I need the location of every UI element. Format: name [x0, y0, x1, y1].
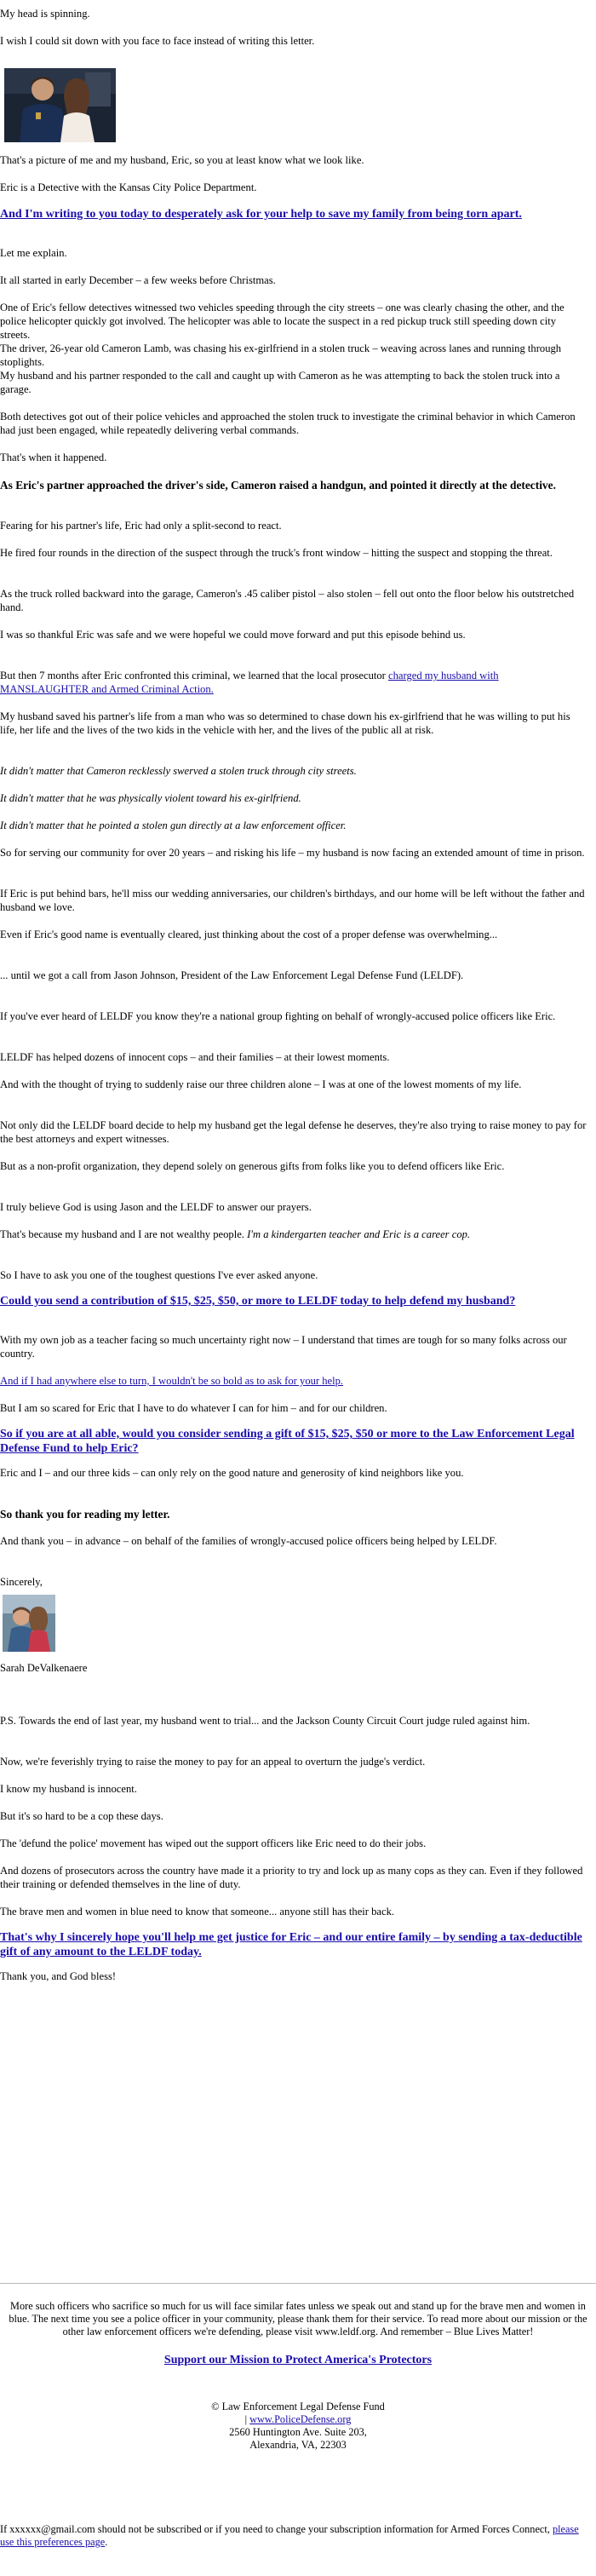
gift-ask-link[interactable]: So if you are at all able, would you consider sending a gift of $15, $25, $50 or more to the Law Enforcement Legal Defense Fund to help Eric? [0, 1428, 575, 1455]
wealthy-italic: I'm a kindergarten teacher and Eric is a career cop. [247, 1228, 471, 1240]
hard-line: But it's so hard to be a cop these days. [0, 1810, 163, 1822]
footer-street: 2560 Huntington Ave. Suite 203, [229, 2426, 367, 2438]
cleared-paragraph: Even if Eric's good name is eventually cleared, just thinking about the cost of a proper defense was overwhelming... [0, 929, 498, 940]
wish-line: I wish I could sit down with you face to face instead of writing this letter. [0, 35, 315, 47]
kids-paragraph: Eric and I – and our three kids – can only rely on the good nature and generosity of kind neighbors like you. [0, 1467, 464, 1479]
unsubscribe-text: If xxxxxx@gmail.com should not be subscribed or if you need to change your subscription information for Armed Forces Connect, [0, 2523, 553, 2535]
heard-paragraph: If you've ever heard of LELDF you know they're a national group fighting on behalf of wrongly-accused police officers like Eric. [0, 1010, 556, 1022]
ps-paragraph: P.S. Towards the end of last year, my husband went to trial... and the Jackson County Circuit Court judge ruled against him. [0, 1715, 530, 1727]
plea-link[interactable]: And I'm writing to you today to desperately ask for your help to save my family from being torn apart. [0, 208, 522, 221]
innocent-line: I know my husband is innocent. [0, 1783, 137, 1795]
god-line: I truly believe God is using Jason and the LELDF to answer our prayers. [0, 1201, 312, 1213]
started-line: It all started in early December – a few weeks before Christmas. [0, 274, 276, 286]
both-paragraph: Both detectives got out of their police vehicles and approached the stolen truck to investigate the criminal behavior in which Cameron had just been engaged, while repeatedly delivering verbal commands. [0, 411, 576, 436]
rolled-paragraph: As the truck rolled backward into the garage, Cameron's .45 caliber pistol – also stolen – fell out onto the floor below his outstretched hand. [0, 588, 575, 613]
footer-city: Alexandria, VA, 22303 [249, 2439, 347, 2451]
brave-line: The brave men and women in blue need to know that someone... anyone still has their back. [0, 1906, 395, 1918]
sincerely-line: Sincerely, [0, 1576, 43, 1588]
teacher-paragraph: With my own job as a teacher facing so much uncertainty right now – I understand that times are tough for so many folks across our country. [0, 1334, 567, 1360]
charged-paragraph [0, 669, 587, 696]
couple-selfie-icon [3, 1595, 55, 1652]
signer-name: Sarah DeValkenaere [0, 1662, 88, 1674]
helped-line: LELDF has helped dozens of innocent cops – and their families – at their lowest moments. [0, 1051, 390, 1063]
footer-site-sep: | [244, 2413, 250, 2425]
bless-line: Thank you, and God bless! [0, 1970, 117, 1982]
thankful-paragraph: I was so thankful Eric was safe and we were hopeful we could move forward and put this episode behind us. [0, 629, 466, 641]
thank-line: So thank you for reading my letter. [0, 1508, 170, 1521]
unsubscribe-period: . [105, 2536, 108, 2548]
final-gift-link[interactable]: That's why I sincerely hope you'll help me get justice for Eric – and our entire family – by sending a tax-deductible gift of any amount to the LELDF today. [0, 1931, 582, 1958]
defund-line: The 'defund the police' movement has wiped out the support officers like Eric need to do their jobs. [0, 1837, 427, 1849]
scared-line: But I am so scared for Eric that I have to do whatever I can for him – and for our children. [0, 1402, 387, 1414]
contribution-ask-link[interactable]: Could you send a contribution of $15, $25, $50, or more to LELDF today to help defend my husband? [0, 1295, 516, 1308]
nonprofit-paragraph: But as a non-profit organization, they depend solely on generous gifts from folks like you to defend officers like Eric. [0, 1160, 505, 1172]
raised-paragraph: As Eric's partner approached the driver's side, Cameron raised a handgun, and pointed it directly at the detective. [0, 479, 556, 492]
footer-site [0, 2413, 596, 2426]
footer-divider [0, 2283, 596, 2284]
charged-link[interactable]: charged my husband with MANSLAUGHTER and Armed Criminal Action. [0, 670, 499, 695]
fired-paragraph: He fired four rounds in the direction of the suspect through the truck's front window – hitting the suspect and stopping the threat. [0, 547, 553, 559]
behind-bars-paragraph: If Eric is put behind bars, he'll miss our wedding anniversaries, our children's birthdays, and our home will be left without the father and husband we love. [0, 888, 585, 913]
responded-paragraph: My husband and his partner responded to the call and caught up with Cameron as he was attempting to back the stolen truck into a garage. [0, 370, 560, 395]
thought-paragraph: And with the thought of trying to suddenly raise our three children alone – I was at one of the lowest moments of my life. [0, 1078, 522, 1090]
couple-photo-icon [4, 68, 116, 142]
prosecutors-paragraph: And dozens of prosecutors across the country have made it a priority to try and lock up as many cops as they can. Even if they followed their training or defended themselves in the line of duty. [0, 1865, 583, 1890]
advance-paragraph: And thank you – in advance – on behalf of the families of wrongly-accused police officers being helped by LELDF. [0, 1535, 497, 1547]
preferences-link[interactable]: please use this preferences page [0, 2523, 579, 2548]
call-paragraph: ... until we got a call from Jason Johnson, President of the Law Enforcement Legal Defense Fund (LELDF). [0, 969, 464, 981]
charged-text: But then 7 months after Eric confronted this criminal, we learned that the local prosecutor [0, 670, 389, 681]
detective-line: Eric is a Detective with the Kansas City Police Department. [0, 181, 257, 193]
matter-line-2: It didn't matter that he was physically violent toward his ex-girlfriend. [0, 792, 301, 804]
anywhere-paragraph [0, 1374, 587, 1388]
toughest-line: So I have to ask you one of the toughest questions I've ever asked anyone. [0, 1269, 318, 1281]
opening-line: My head is spinning. [0, 8, 90, 20]
happened-line: That's when it happened. [0, 451, 107, 463]
matter-line-3: It didn't matter that he pointed a stolen gun directly at a law enforcement officer. [0, 819, 347, 831]
wealthy-text: That's because my husband and I are not wealthy people. [0, 1228, 248, 1240]
footer-copyright: © Law Enforcement Legal Defense Fund [211, 2401, 385, 2412]
serving-paragraph: So for serving our community for over 20 years – and risking his life – my husband is now facing an extended amount of time in prison. [0, 847, 585, 859]
footer-message: More such officers who sacrifice so much for us will face similar fates unless we speak out and stand up for the brave men and women in blue. The next time you see a police officer in your community, please thank them for their service. To read more about our mission or the other law enforcement officers we're defending, please visit www.leldf.org. And remember – Blue Lives Matter! [9, 2300, 587, 2337]
anywhere-link[interactable]: And if I had anywhere else to turn, I wouldn't be so bold as to ask for your help. [0, 1375, 344, 1387]
footer-site-link[interactable]: www.PoliceDefense.org [249, 2413, 352, 2425]
witnessed-paragraph: One of Eric's fellow detectives witnessed two vehicles speeding through the city streets – one was clearly chasing the other, and the police helicopter quickly got involved. The helicopter was able to locate the suspect in a red pickup truck still speeding down city streets. [0, 302, 564, 341]
feverishly-line: Now, we're feverishly trying to raise the money to pay for an appeal to overturn the judge's verdict. [0, 1756, 426, 1768]
support-mission-link[interactable]: Support our Mission to Protect America's Protectors [163, 2354, 433, 2366]
matter-line-1: It didn't matter that Cameron recklessly swerved a stolen truck through city streets. [0, 765, 357, 777]
photo-caption: That's a picture of me and my husband, Eric, so you at least know what we look like. [0, 154, 364, 166]
driver-paragraph: The driver, 26-year old Cameron Lamb, was chasing his ex-girlfriend in a stolen truck – weaving across lanes and running through stoplights. [0, 342, 562, 368]
unsubscribe-paragraph [0, 2523, 587, 2549]
decide-paragraph: Not only did the LELDF board decide to help my husband get the legal defense he deserves, they're also trying to raise money to pay for the best attorneys and expert witnesses. [0, 1119, 587, 1145]
wealthy-paragraph [0, 1228, 587, 1241]
saved-paragraph: My husband saved his partner's life from a man who was so determined to chase down his ex-girlfriend that he was willing to put his life, her life and the lives of the two kids in the vehicle with her, and the lives of the public all at risk. [0, 710, 570, 736]
let-me-line: Let me explain. [0, 247, 67, 259]
fearing-line: Fearing for his partner's life, Eric had only a split-second to react. [0, 520, 282, 532]
